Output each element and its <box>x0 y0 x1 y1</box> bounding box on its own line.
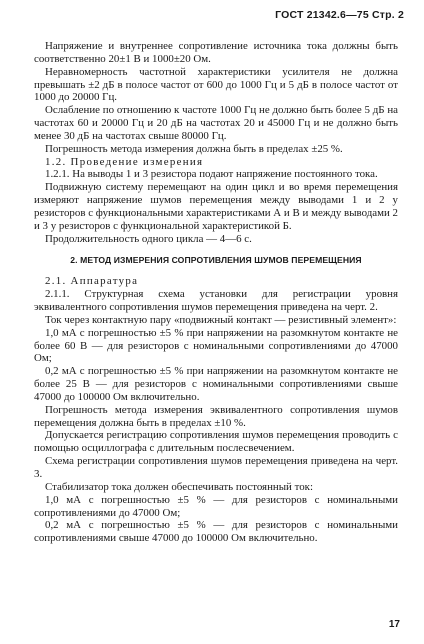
paragraph: Напряжение и внутреннее сопротивление источника тока должны быть соответственно 20±1 В и 1000±20 Ом. <box>34 40 398 65</box>
paragraph: Допускается регистрацию сопротивления шумов перемещения проводить с помощью осциллографа с длительным послесвечением. <box>34 429 398 455</box>
paragraph: Продолжительность одного цикла — 4—6 с. <box>45 232 252 245</box>
paragraph: 1,0 мА с погрешностью ±5 % при напряжении на разомкнутом контакте не более 60 В — для резисторов с номинальными сопротивлениями до 47000 Ом; <box>34 326 398 365</box>
paragraph: Погрешность метода измерения должна быть в пределах ±25 %. <box>45 142 343 155</box>
paragraph: 1,0 мА с погрешностью ±5 % — для резисторов с номинальными сопротивлениями до 47000 Ом; <box>34 493 398 519</box>
page-header: ГОСТ 21342.6—75 Стр. 2 <box>275 9 404 21</box>
section-heading: 2. МЕТОД ИЗМЕРЕНИЯ СОПРОТИВЛЕНИЯ ШУМОВ ПЕРЕМЕЩЕНИЯ <box>70 254 362 265</box>
paragraph: Погрешность метода измерения эквивалентного сопротивления шумов перемещения должна быть в пределах ±10 %. <box>34 403 398 429</box>
subsection-heading: 1.2. Проведение измерения <box>45 155 204 168</box>
paragraph: 0,2 мА с погрешностью ±5 % — для резисторов с номинальными сопротивлениями свыше 47000 до 100000 Ом включительно. <box>34 519 398 545</box>
paragraph: Ослабление по отношению к частоте 1000 Гц не должно быть более 5 дБ на частотах 60 и 20000 Гц и 20 дБ на частотах 20 и 45000 Гц и не должно быть менее 30 дБ на частотах свыше 80000 Гц. <box>34 104 398 142</box>
page-number: 17 <box>388 619 400 630</box>
paragraph: 2.1.1. Структурная схема установки для регистрации уровня эквивалентного сопротивления шумов перемещения приведена на черт. 2. <box>34 288 398 314</box>
paragraph: Подвижную систему перемещают на один цикл и во время перемещения измеряют напряжение шумов перемещения между выводами 1 и 2 у резисторов с функциональными характеристиками А и В и между выводами 2 и 3 у резисторов с функциональной характеристикой Б. <box>34 181 398 232</box>
paragraph: Неравномерность частотной характеристики усилителя не должна превышать ±2 дБ в полосе частот от 600 до 1000 Гц и 5 дБ в полосе частот от 1000 до 20000 Гц. <box>34 65 398 104</box>
paragraph: Ток через контактную пару «подвижный контакт — резистивный элемент»: <box>45 313 397 326</box>
subsection-heading: 2.1. Аппаратура <box>45 275 139 288</box>
paragraph: Схема регистрации сопротивления шумов перемещения приведена на черт. 3. <box>34 455 398 480</box>
paragraph: 1.2.1. На выводы 1 и 3 резистора подают напряжение постоянного тока. <box>45 168 378 181</box>
body-text <box>34 40 398 545</box>
paragraph: 0,2 мА с погрешностью ±5 % при напряжении на разомкнутом контакте не более 25 В — для резисторов с номинальными сопротивлениями свыше 47000 до 100000 Ом включительно. <box>34 365 398 403</box>
paragraph: Стабилизатор тока должен обеспечивать постоянный ток: <box>45 480 313 493</box>
